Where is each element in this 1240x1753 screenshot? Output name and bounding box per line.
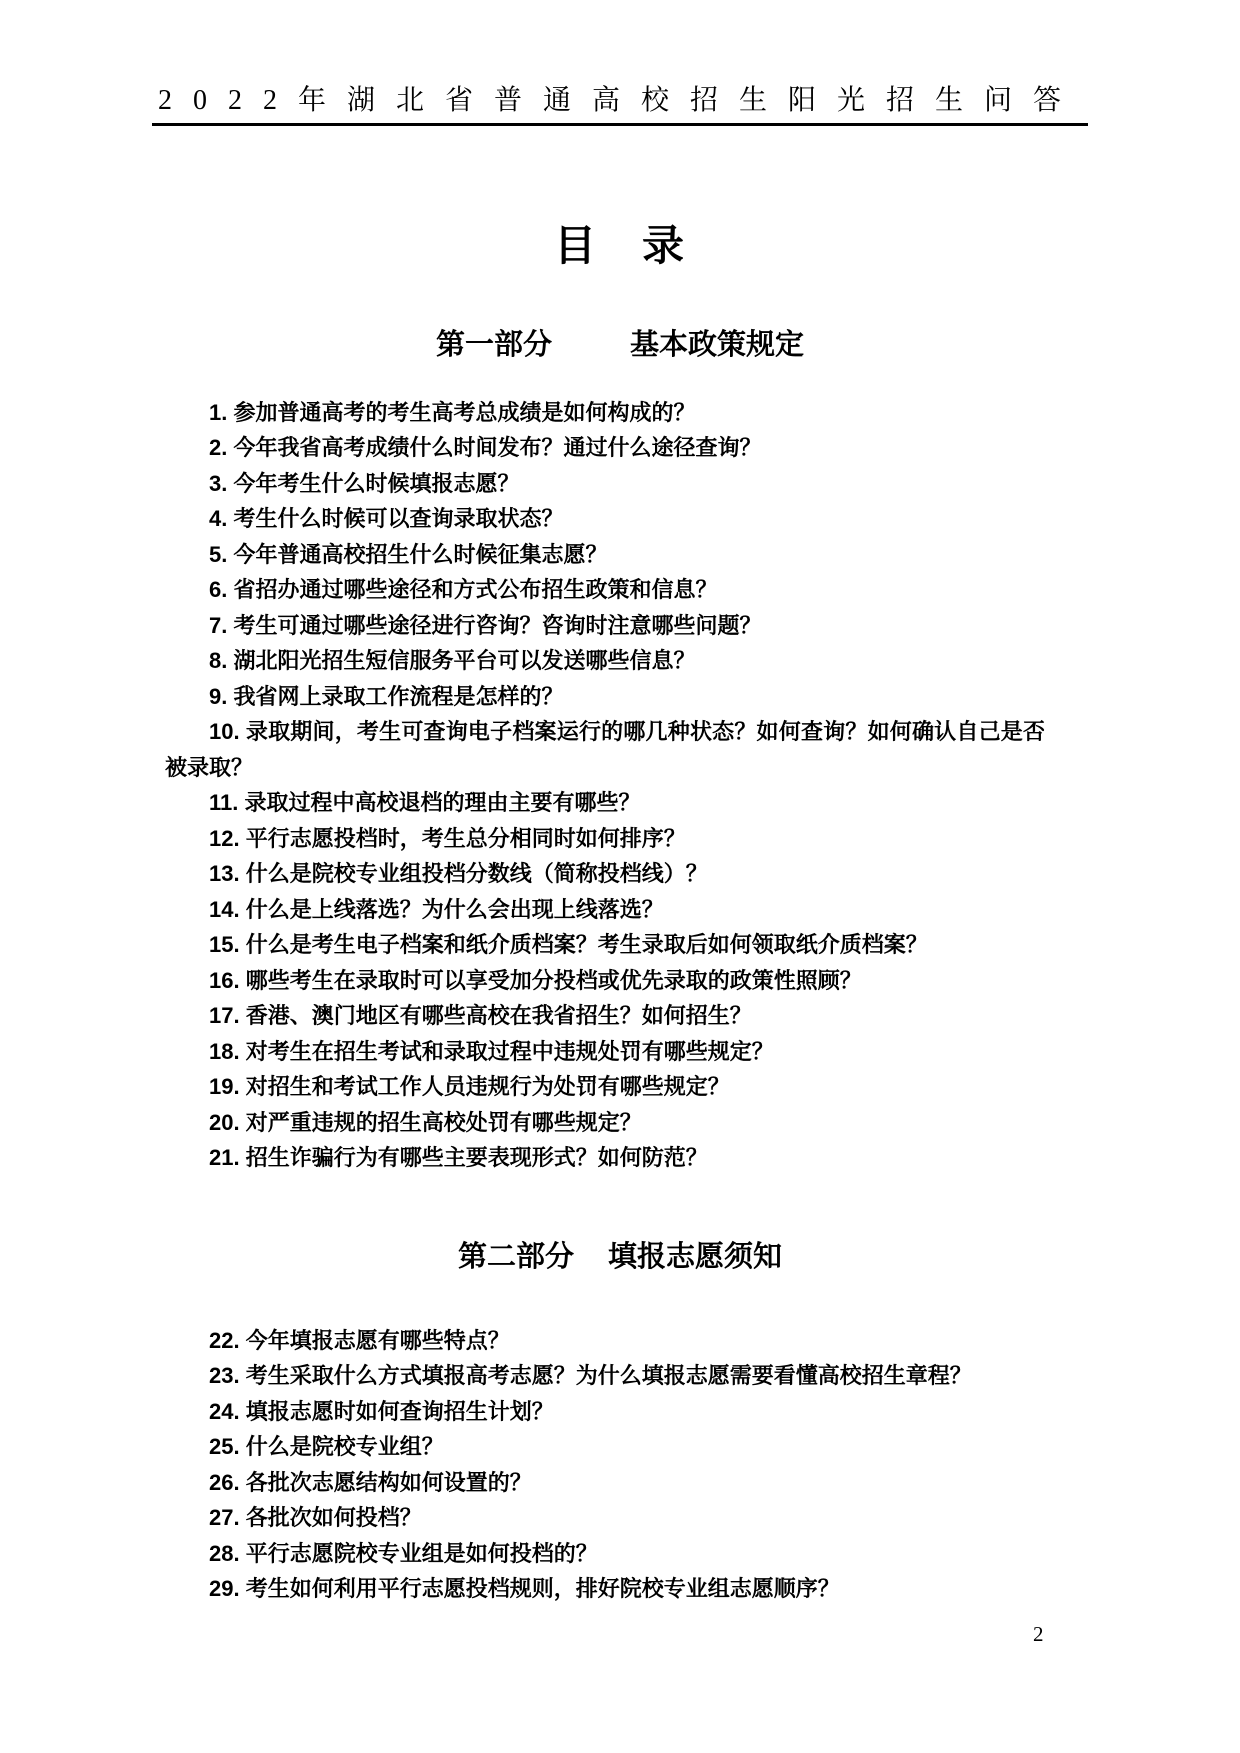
section-2-title: 填报志愿须知 [608,1240,783,1273]
toc-item: 7. 考生可通过哪些途径进行咨询？咨询时注意哪些问题？ [209,612,762,638]
toc-item: 27. 各批次如何投档？ [209,1505,422,1531]
section-2-label: 第二部分 [457,1240,574,1273]
section-1-label: 第一部分 [435,328,552,361]
running-header-title: 2022年湖北省普通高校招生阳光招生问答 [157,85,1082,116]
toc-item: 5. 今年普通高校招生什么时候征集志愿？ [209,541,608,567]
toc-item: 26. 各批次志愿结构如何设置的？ [209,1469,532,1495]
toc-item: 9. 我省网上录取工作流程是怎样的？ [209,683,564,709]
toc-item: 20. 对严重违规的招生高校处罚有哪些规定？ [209,1109,642,1135]
section-2-items [165,1323,1045,1607]
toc-item: 24. 填报志愿时如何查询招生计划？ [209,1398,554,1424]
toc-item: 16. 哪些考生在录取时可以享受加分投档或优先录取的政策性照顾？ [209,967,862,993]
page-number: 2 [1033,1622,1044,1646]
toc-item: 8. 湖北阳光招生短信服务平台可以发送哪些信息？ [209,648,696,674]
toc-item: 12. 平行志愿投档时，考生总分相同时如何排序？ [209,825,686,851]
toc-item: 13. 什么是院校专业组投档分数线（简称投档线）？ [209,861,708,887]
section-1-title: 基本政策规定 [630,328,805,361]
toc-item: 19. 对招生和考试工作人员违规行为处罚有哪些规定？ [209,1074,730,1100]
toc-item: 2. 今年我省高考成绩什么时间发布？通过什么途径查询？ [209,435,762,461]
toc-item: 14. 什么是上线落选？为什么会出现上线落选？ [209,896,664,922]
toc-item: 1. 参加普通高考的考生高考总成绩是如何构成的？ [209,399,696,425]
toc-title: 目 录 [553,223,686,270]
section-1-heading [0,328,1240,363]
toc-item: 10. 录取期间，考生可查询电子档案运行的哪几种状态？如何查询？如何确认自己是否被录取？ [165,719,1045,780]
toc-item: 15. 什么是考生电子档案和纸介质档案？考生录取后如何领取纸介质档案？ [209,932,928,958]
toc-item: 29. 考生如何利用平行志愿投档规则，排好院校专业组志愿顺序？ [209,1576,840,1602]
toc-item: 3. 今年考生什么时候填报志愿？ [209,470,520,496]
toc-item: 11. 录取过程中高校退档的理由主要有哪些？ [209,790,641,816]
toc-item: 18. 对考生在招生考试和录取过程中违规处罚有哪些规定？ [209,1038,774,1064]
section-1-items [165,395,1045,1176]
toc-item: 17. 香港、澳门地区有哪些高校在我省招生？如何招生？ [209,1003,752,1029]
toc-item: 28. 平行志愿院校专业组是如何投档的？ [209,1540,598,1566]
toc-item: 4. 考生什么时候可以查询录取状态？ [209,506,564,532]
toc-item: 22. 今年填报志愿有哪些特点？ [209,1327,510,1353]
toc-item: 6. 省招办通过哪些途径和方式公布招生政策和信息？ [209,577,718,603]
toc-item: 23. 考生采取什么方式填报高考志愿？为什么填报志愿需要看懂高校招生章程？ [209,1363,972,1389]
toc-item: 21. 招生诈骗行为有哪些主要表现形式？如何防范？ [209,1145,708,1171]
running-header [152,84,1088,126]
toc-item: 25. 什么是院校专业组？ [209,1434,444,1460]
section-2-heading [0,1240,1240,1275]
